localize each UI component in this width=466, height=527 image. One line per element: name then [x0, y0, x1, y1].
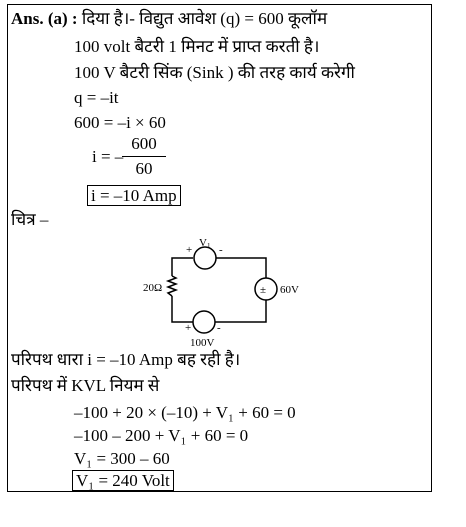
- wire-top-left: [172, 258, 193, 276]
- kvl-equation-2: –100 – 200 + V₁ + 60 = 0: [74, 426, 249, 445]
- wire-bottom-right: [215, 300, 266, 322]
- equation-charge: q = –it: [74, 88, 119, 107]
- kvl-equation-1: –100 + 20 × (–10) + V₁ + 60 = 0: [74, 403, 296, 422]
- source-right-label: 60V: [280, 284, 299, 296]
- equation-substitute: 600 = –i × 60: [74, 113, 166, 132]
- source-top-minus: -: [219, 244, 223, 256]
- given-statement: दिया है।- विद्युत आवेश (q) = 600 कूलॉम: [81, 9, 328, 28]
- kvl-equation-3: V₁ = 300 – 60: [74, 449, 170, 468]
- equation-current-lhs: i = –: [92, 147, 124, 166]
- result-voltage: [72, 471, 174, 491]
- voltage-source-top-icon: [194, 247, 216, 269]
- figure-label: चित्र –: [11, 210, 49, 229]
- battery-statement: 100 volt बैटरी 1 मिनट में प्राप्त करती है।: [74, 37, 320, 56]
- fraction-denominator: 60: [135, 159, 153, 178]
- source-bottom-label: 100V: [190, 337, 215, 349]
- kvl-statement: परिपथ में KVL नियम से: [11, 376, 160, 395]
- wire-bottom-left: [172, 296, 193, 322]
- answer-label: Ans. (a) :: [11, 9, 78, 28]
- current-statement: परिपथ धारा i = –10 Amp बह रही है।: [11, 350, 241, 369]
- voltage-source-bottom-icon: [193, 311, 215, 333]
- source-bottom-minus: -: [217, 322, 221, 334]
- fraction-numerator: 600: [131, 134, 157, 153]
- resistor-label: 20Ω: [143, 282, 163, 294]
- result-voltage-box: V₁ = 240 Volt: [72, 470, 174, 491]
- resistor-icon: [168, 276, 176, 296]
- source-right-polarity: ±: [260, 284, 267, 296]
- source-top-plus: +: [186, 244, 193, 256]
- result-current-box: i = –10 Amp: [87, 185, 181, 206]
- source-top-label: V1: [199, 237, 211, 250]
- source-bottom-plus: +: [185, 322, 192, 334]
- sink-statement: 100 V बैटरी सिंक (Sink ) की तरह कार्य करेगी: [74, 63, 355, 82]
